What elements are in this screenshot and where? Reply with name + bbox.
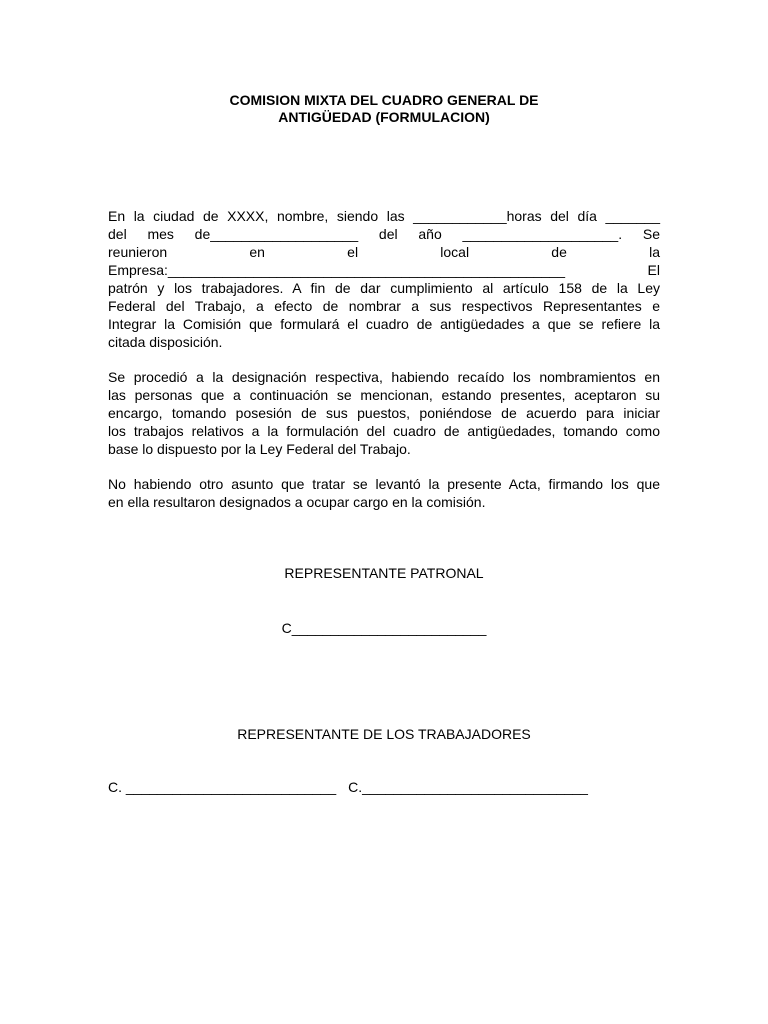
paragraph-line: No habiendo otro asunto que tratar se levantó la presente Acta, firmando los que — [108, 476, 660, 492]
paragraph-line: Integrar la Comisión que formulará el cuadro de antigüedades a que se refiere la — [108, 316, 660, 332]
paragraph-line: Se procedió a la designación respectiva, habiendo recaído los nombramientos en — [108, 369, 660, 385]
paragraph-line: los trabajos relativos a la formulación del cuadro de antigüedades, tomando como — [108, 423, 660, 439]
paragraph-line: patrón y los trabajadores. A fin de dar cumplimiento al artículo 158 de la Ley — [108, 280, 660, 296]
paragraph-designation — [108, 368, 660, 458]
title-line-2: ANTIGÜEDAD (FORMULACION) — [278, 109, 490, 125]
paragraph-line: base lo dispuesto por la Ley Federal del Trabajo. — [108, 441, 411, 457]
paragraph-line: del mes de___________________ del año ____________________. Se — [108, 226, 660, 242]
paragraph-line: En la ciudad de XXXX, nombre, siendo las ____________horas del día _______ — [108, 208, 660, 224]
title-line-1: COMISION MIXTA DEL CUADRO GENERAL DE — [229, 92, 539, 108]
workers-signature-line-1: C. ___________________________ — [108, 779, 337, 795]
paragraph-line: Federal del Trabajo, a efecto de nombrar a sus respectivos Representantes e — [108, 298, 660, 314]
paragraph-line: en ella resultaron designados a ocupar cargo en la comisión. — [108, 494, 486, 510]
paragraph-meeting — [108, 207, 660, 351]
paragraph-line: las personas que a continuación se mencionan, estando presentes, aceptaron su — [108, 387, 660, 403]
workers-signature-lines — [108, 778, 588, 796]
paragraph-closing — [108, 475, 660, 511]
paragraph-line: Empresa:___________________________________________________ El — [108, 262, 660, 278]
workers-representative-heading: REPRESENTANTE DE LOS TRABAJADORES — [237, 726, 531, 742]
document-title — [108, 92, 660, 126]
paragraph-line: encargo, tomando posesión de sus puestos, poniéndose de acuerdo para iniciar — [108, 405, 660, 421]
paragraph-line: reunieron en el local de la — [108, 244, 660, 260]
workers-signature-line-2: C._____________________________ — [348, 779, 588, 795]
patronal-signature-line: C_________________________ — [281, 620, 487, 636]
patronal-representative-heading: REPRESENTANTE PATRONAL — [284, 565, 484, 581]
paragraph-line: citada disposición. — [108, 334, 223, 350]
